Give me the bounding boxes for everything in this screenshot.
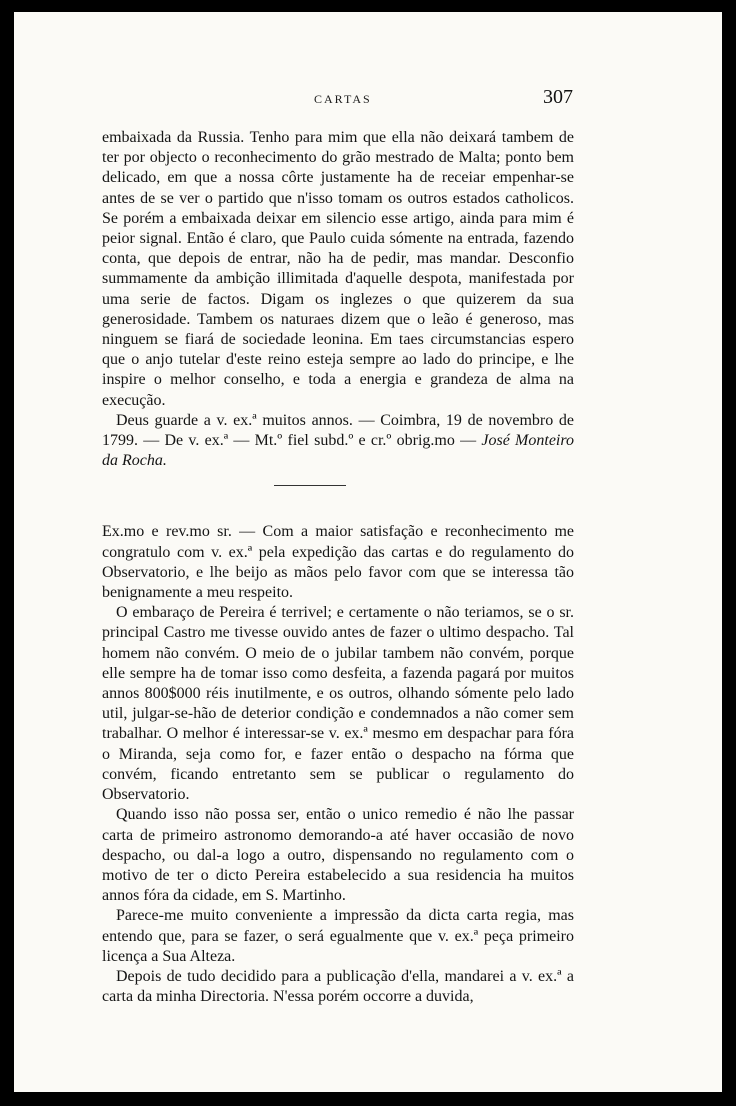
page-number: 307 — [543, 86, 573, 108]
page-header — [14, 12, 722, 124]
letter-1-signature: José Monteiro da Rocha. — [102, 432, 574, 470]
letter-2-paragraph-4: Parece-me muito conveniente a impressão da dicta carta regia, mas entendo que, para se fazer, o será egualmente que v. ex.ª peça primeiro licença a Sua Alteza. — [102, 907, 574, 965]
letter-2-paragraph-5: Depois de tudo decidido para a publicação d'ella, mandarei a v. ex.ª a carta da minha Directoria. N'essa porém occorre a duvida, — [102, 967, 574, 1006]
letter-1-closing — [102, 411, 574, 472]
letter-1-closing-text: Deus guarde a v. ex.ª muitos annos. — Coimbra, 19 de novembro de 1799. — De v. ex.ª — Mt.º fiel subd.º e cr.º obrig.mo — — [102, 411, 574, 450]
letter-2-paragraph-3: Quando isso não possa ser, então o unico remedio é não lhe passar carta de primeiro astronomo demorando-a até haver occasião de novo despacho, ou dal-a logo a outro, dispensando no regulamento com o motivo de ter o dicto Pereira estabelecido a sua residencia ha muitos annos fóra da cidade, em S. Martinho. — [102, 806, 574, 905]
letter-2-paragraph-1: Ex.mo e rev.mo sr. — Com a maior satisfação e reconhecimento me congratulo com v. ex.ª pela expedição das cartas e do regulamento do Observatorio, e lhe beijo as mãos pelo favor com que se interessa tão benignamente a meu respeito. — [102, 523, 574, 602]
letter-gap — [102, 486, 574, 522]
letter-1-paragraph: embaixada da Russia. Tenho para mim que ella não deixará tambem de ter por objecto o reconhecimento do grão mestrado de Malta; ponto bem delicado, em que a nossa côrte justamente ha de receiar empenhar-se antes de se ver o partido que n'isso tomam os outros estados catholicos. Se porém a embaixada deixar em silencio esse artigo, ainda para mim é peior signal. Então é claro, que Paulo cuida sómente na entrada, fazendo conta, que depois de entrar, não ha de pedir, mas mandar. Desconfio summamente da ambição illimitada d'aquelle despota, manifestada por uma serie de factos. Digam os inglezes o que quizerem da sua generosidade. Tambem os naturaes dizem que o leão é generoso, mas ninguem se fiará de sociedade leonina. Em taes circumstancias espero que o anjo tutelar d'este reino esteja sempre ao lado do principe, e lhe inspire o melhor conselho, e toda a energia e grandeza de alma na execução. — [102, 129, 574, 409]
page-body — [102, 128, 574, 1007]
letter-2-paragraph-2: O embaraço de Pereira é terrivel; e certamente o não teriamos, se o sr. principal Castro me tivesse ouvido antes de fazer o ultimo despacho. Tal homem não convém. O meio de o jubilar tambem não convém, porque elle sempre ha de tomar isso como desfeita, a fazenda pagará por muitos annos 800$000 réis inutilmente, e os outros, olhando sómente pelo lado util, julgar-se-hão de deterior condição e condemnados a não comer sem trabalhar. O melhor é interessar-se v. ex.ª mesmo em despachar para fóra o Miranda, seja como for, e fazer então o despacho na fórma que convém, ficando entretanto sem se publicar o regulamento do Observatorio. — [102, 604, 574, 804]
book-page — [14, 12, 722, 1092]
running-title: CARTAS — [314, 92, 372, 106]
